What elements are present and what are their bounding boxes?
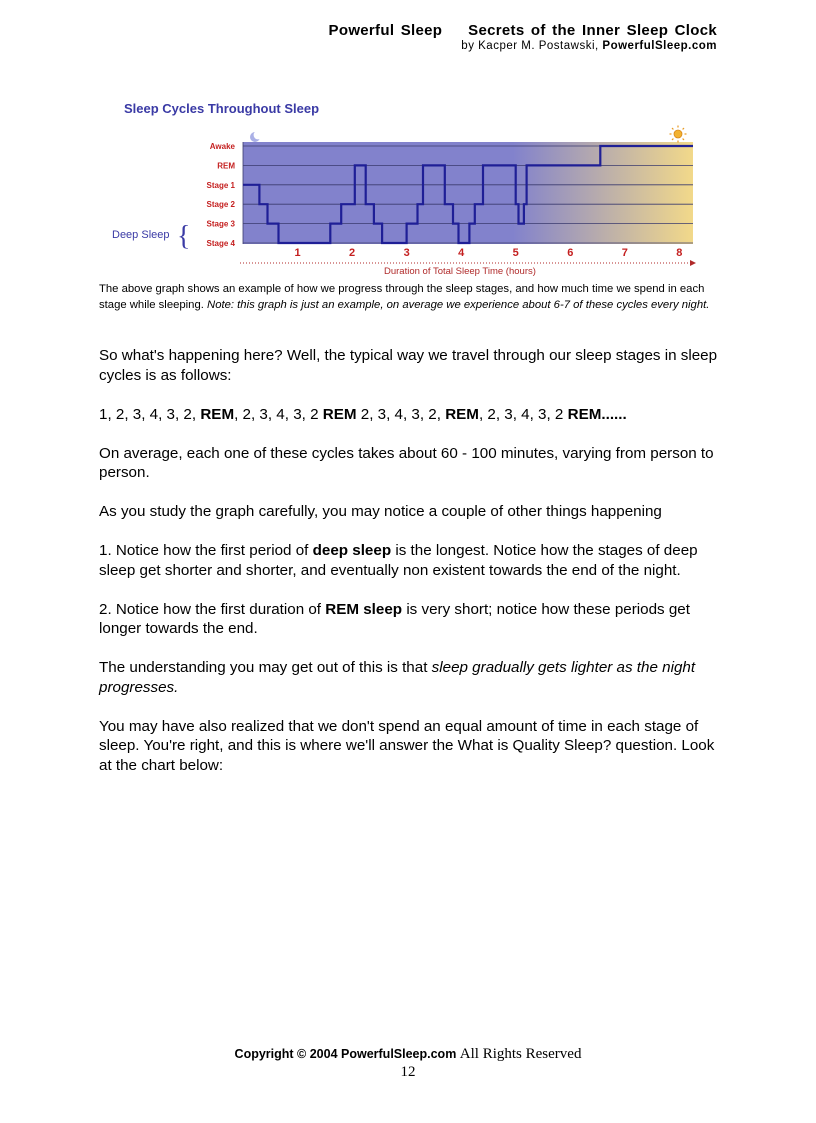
text-part: 2. Notice how the first duration of	[99, 600, 322, 618]
y-tick-label: Stage 2	[206, 200, 235, 210]
rem-label: REM	[322, 405, 357, 423]
rights-text: All Rights Reserved	[459, 1046, 582, 1062]
paragraph-notice: As you study the graph carefully, you may notice a couple of other things happening	[99, 503, 662, 520]
paragraph-intro: So what's happening here? Well, the typical way we travel through our sleep stages in sleep cycles is as follows:	[99, 347, 718, 384]
rem-label: REM......	[567, 405, 627, 423]
page-number: 12	[400, 1064, 416, 1080]
x-axis-ticks	[294, 247, 682, 259]
bold-term: deep sleep	[312, 542, 392, 559]
copyright-text: Copyright © 2004 PowerfulSleep.com	[234, 1047, 457, 1061]
paragraph-rem-sleep	[99, 600, 729, 639]
y-tick-label: Stage 4	[206, 239, 235, 248]
y-tick-label: Stage 3	[206, 219, 235, 229]
chart-title: Sleep Cycles Throughout Sleep	[124, 101, 320, 116]
sequence-part: 1, 2, 3, 4, 3, 2,	[99, 405, 197, 423]
paragraph-deep-sleep	[99, 541, 729, 580]
sequence-part: , 2, 3, 4, 3, 2	[234, 405, 319, 423]
x-tick-label: 2	[349, 247, 356, 259]
caption-text: The above graph shows an example of how we progress through the sleep stages, and how much time we spend in each stage while sleeping.	[99, 283, 705, 311]
page-header	[329, 22, 717, 52]
paragraph-sequence	[99, 405, 729, 425]
x-tick-label: 7	[621, 247, 628, 259]
text-part: is the longest. Notice how the stages of deep sleep get shorter and shorter, and eventually non existent towards the end of the night.	[99, 542, 698, 579]
text-part: 1. Notice how the first period of	[99, 542, 309, 559]
y-tick-label: REM	[217, 161, 235, 171]
chart-caption	[99, 282, 719, 313]
y-tick-label: Awake	[209, 142, 235, 151]
x-tick-label: 3	[403, 247, 410, 259]
sun-icon	[670, 126, 687, 143]
deep-sleep-brace: {	[177, 221, 191, 252]
document-title	[329, 22, 717, 39]
x-tick-label: 6	[567, 247, 574, 259]
author-name: by Kacper M. Postawski,	[461, 40, 599, 52]
x-tick-label: 1	[294, 247, 301, 259]
x-axis-label: Duration of Total Sleep Time (hours)	[384, 266, 536, 277]
y-tick-label: Stage 1	[206, 180, 235, 190]
sequence-part: , 2, 3, 4, 3, 2	[478, 405, 564, 423]
copyright-line	[0, 1046, 816, 1063]
book-subtitle: Secrets of the Inner Sleep Clock	[468, 22, 717, 39]
sleep-cycles-chart	[100, 92, 706, 280]
text-part: The understanding you may get out of this is that	[99, 659, 428, 676]
chart-canvas	[100, 92, 706, 280]
sequence-part: 2, 3, 4, 3, 2,	[360, 405, 441, 423]
rem-label: REM	[445, 405, 479, 423]
book-title: Powerful Sleep	[328, 22, 443, 39]
author-byline	[329, 40, 717, 52]
page-footer	[0, 1046, 816, 1081]
caption-note: Note: this graph is just an example, on average we experience about 6-7 of these cycles every night.	[207, 298, 710, 311]
x-tick-label: 8	[676, 247, 683, 259]
author-site: PowerfulSleep.com	[602, 40, 717, 52]
moon-icon	[250, 131, 262, 142]
rem-label: REM	[200, 405, 235, 423]
body-text	[99, 346, 729, 795]
plot-background	[243, 142, 693, 244]
bold-term: REM sleep	[325, 600, 403, 618]
y-axis-labels	[207, 142, 236, 248]
paragraph-quality-sleep: You may have also realized that we don't spend an equal amount of time in each stage of sleep. You're right, and this is where we'll answer the What is Quality Sleep? question. Look at the chart below:	[99, 717, 715, 774]
x-tick-label: 4	[458, 247, 465, 259]
deep-sleep-label: Deep Sleep	[112, 229, 170, 241]
paragraph-cycle-length: On average, each one of these cycles takes about 60 - 100 minutes, varying from person to person.	[99, 444, 714, 481]
text-part: is very short; notice how these periods get longer towards the end.	[99, 600, 690, 637]
italic-phrase: sleep gradually gets lighter as the night progresses.	[99, 659, 696, 696]
paragraph-understanding	[99, 658, 729, 697]
x-tick-label: 5	[512, 247, 519, 259]
